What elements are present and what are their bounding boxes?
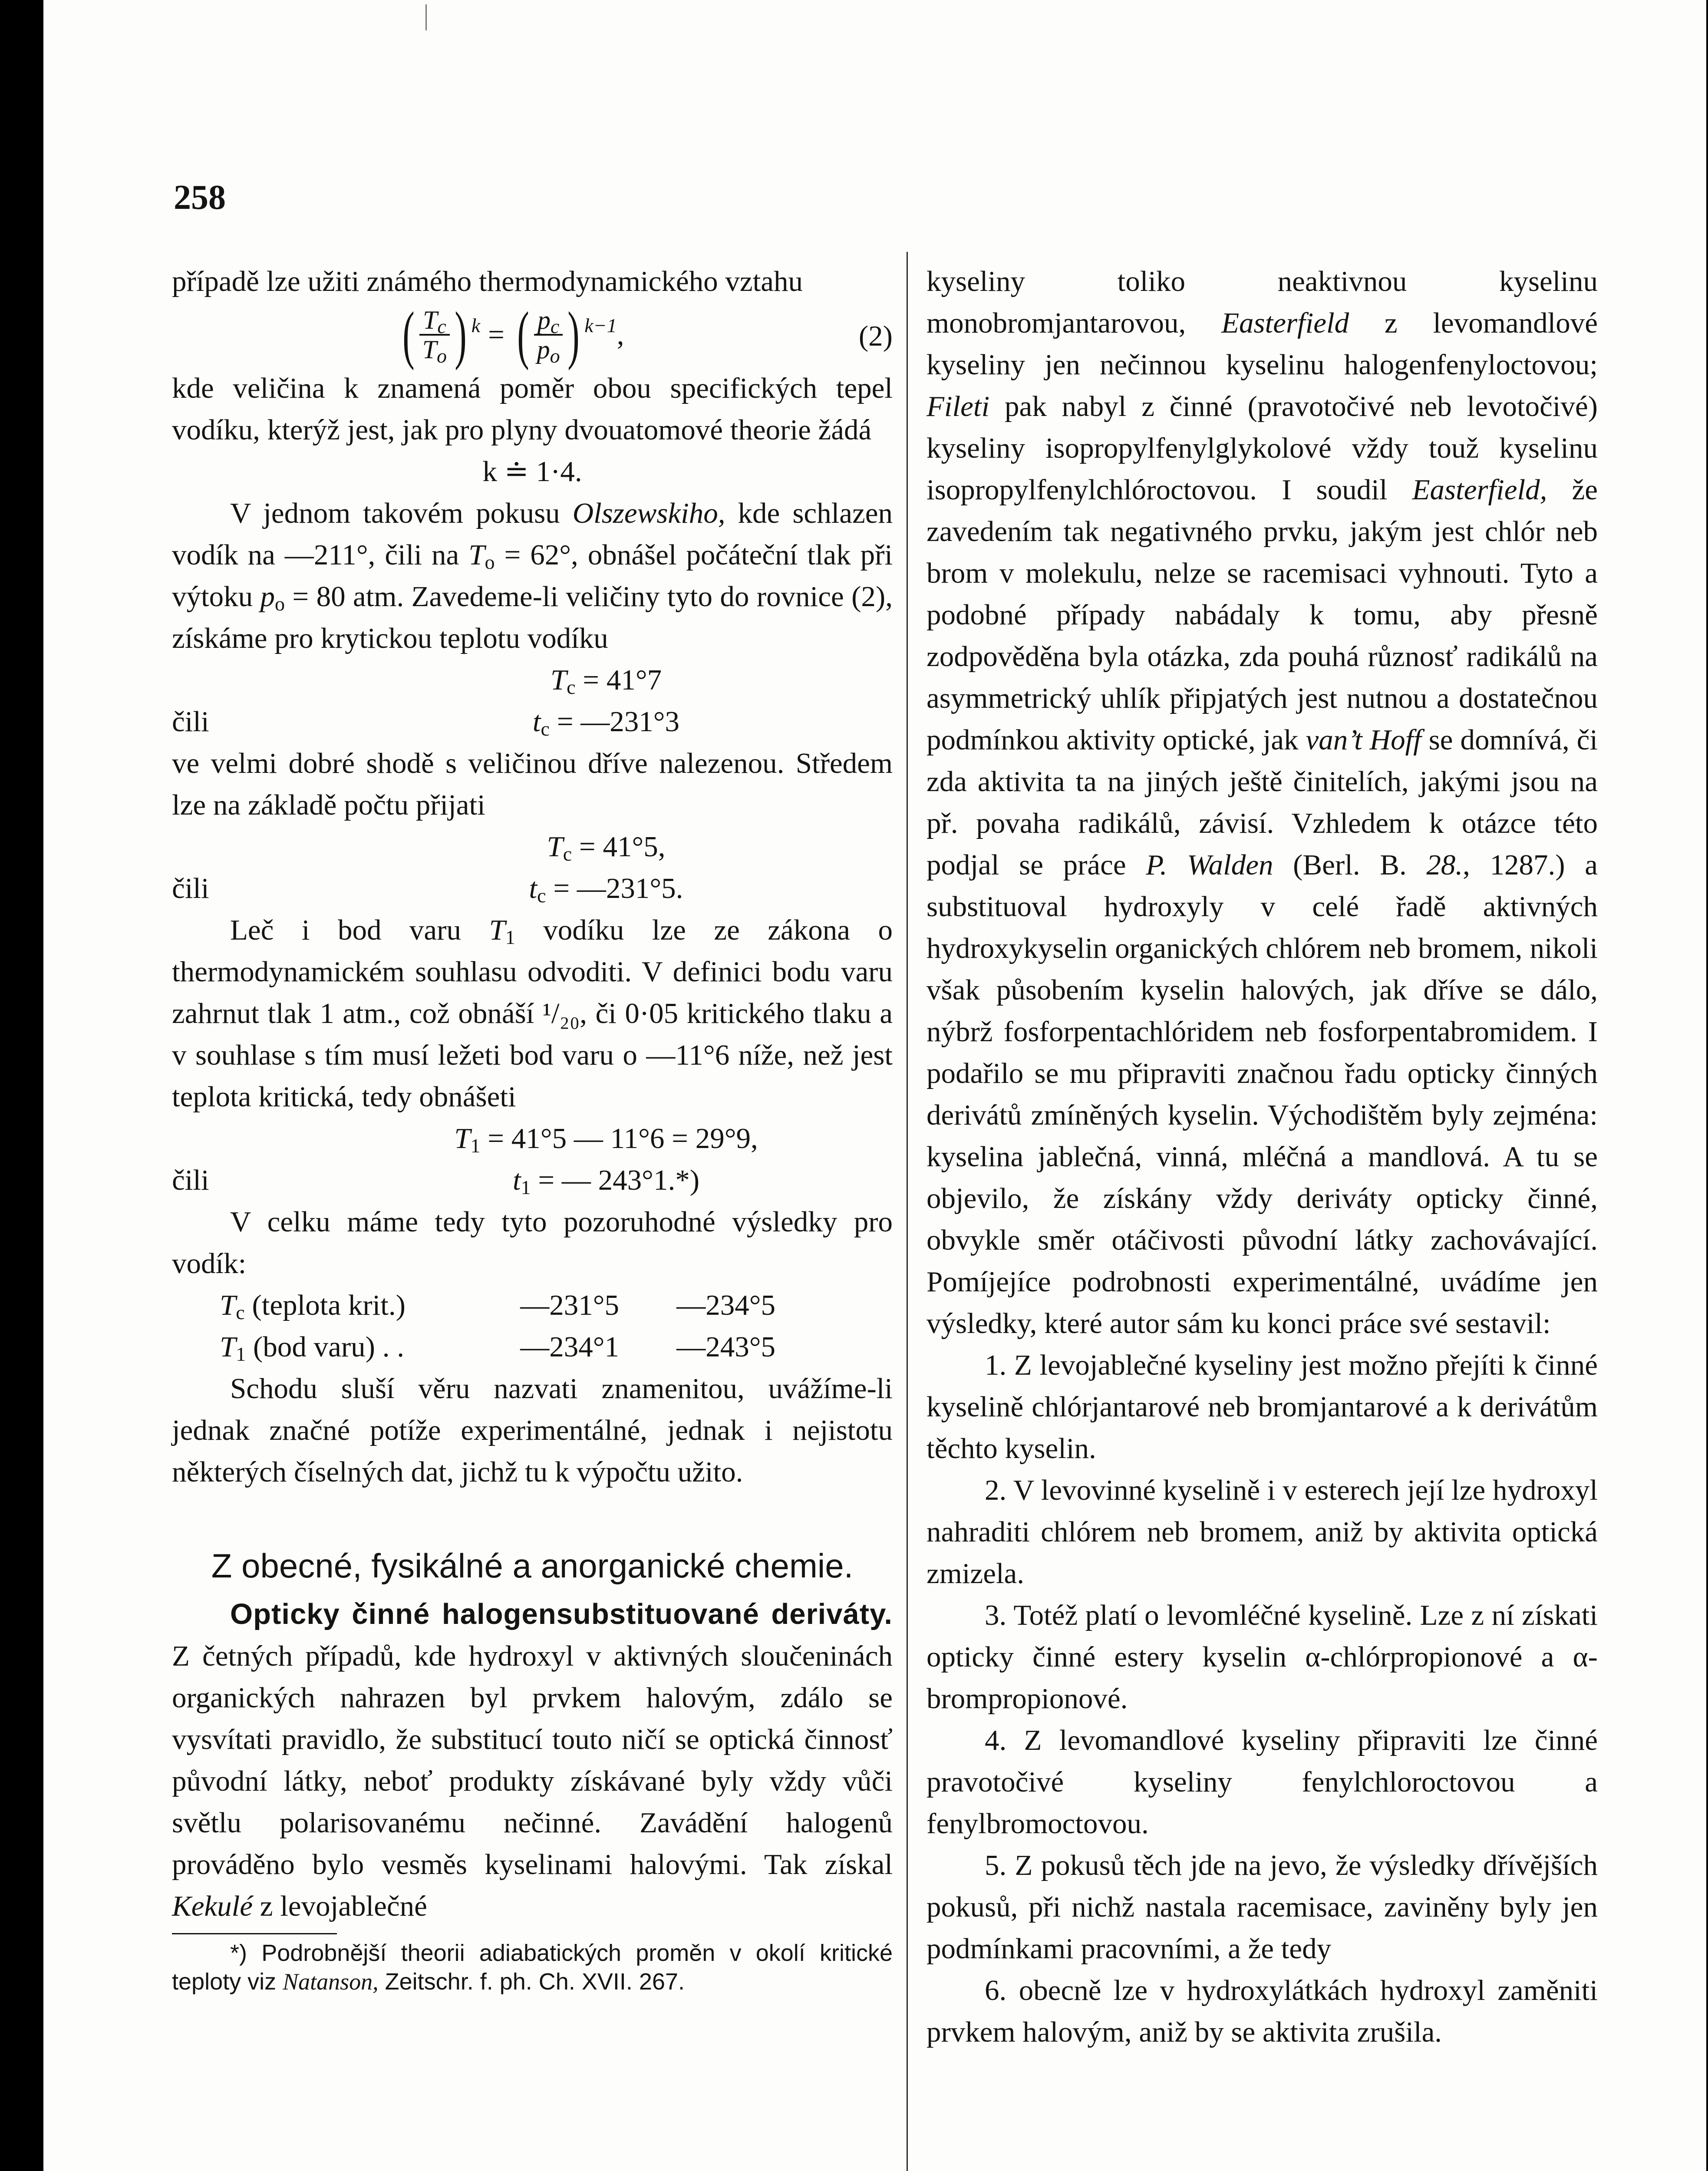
- author-name: Kekulé: [172, 1890, 253, 1922]
- column-divider: [907, 252, 908, 2171]
- paragraph: Leč i bod varu $T_1$ vodíku lze ze zákona o thermodynamickém souhlasu odvoditi. V definici bodu varu zahrnut tlak 1 atm., což obnáší ¹/₂₀, či 0·05 kritického tlaku a v souhlase s tím musí ležeti bod varu o —11°6 níže, než jest teplota kritická, tedy obnášeti: [172, 914, 893, 1113]
- paragraph: V celku máme tedy tyto pozoruhodné výsledky pro vodík:: [172, 1206, 893, 1280]
- left-column: [172, 261, 893, 1996]
- article-heading: Opticky činné halogensubstituované deriváty.: [230, 1598, 893, 1630]
- footnote: *) Podrobnější theorii adiabatických proměn v okolí kritické teploty viz Natanson, Zeitschr. f. ph. Ch. XVII. 267.: [172, 1940, 893, 1995]
- author-name: van’t Hoff: [1306, 724, 1421, 756]
- formula-k: k ≐ 1·4.: [482, 455, 582, 488]
- equation-2: ( $\frac{T_c}{T_o}$ ) k = ( $\frac{p_c}{p_o}$ ) k−1 , (2): [402, 299, 893, 371]
- formula-line: čili $t_c$ = —231°5.: [172, 872, 683, 907]
- list-item: 5. Z pokusů těch jde na jevo, že výsledky dřívějších pokusů, při nichž nastala racemisace, zaviněny byly jen podmínkami pracovními, a že tedy: [927, 1849, 1598, 1965]
- paragraph: Schodu sluší věru nazvati znamenitou, uvážíme-li jednak značné potíže experimentálné, jednak i nejistotu některých číselných dat, jichž tu k výpočtu užito.: [172, 1373, 893, 1488]
- fraction-temperature: $\frac{T_c}{T_o}$: [419, 306, 450, 363]
- right-column: [927, 261, 1598, 2053]
- paragraph: Opticky činné halogensubstituované deriváty. Z četných případů, kde hydroxyl v aktivných sloučeninách organických nahrazen byl prvkem halovým, zdálo se vysvítati pravidlo, že substitucí touto ničí se optická činnosť původní látky, neboť produkty získávané byly vždy vůči světlu polarisovanému nečinné. Zavádění halogenů prováděno bylo vesměs kyselinami halovými. Tak získal Kekulé z levojablečné: [172, 1598, 893, 1922]
- paragraph: kde veličina k znamená poměr obou specifických tepel vodíku, kterýž jest, jak pro plyny dvouatomové theorie žádá: [172, 372, 893, 446]
- paragraph: V jednom takovém pokusu Olszewskiho, kde schlazen vodík na —211°, čili na $T_o = 62^\circ$, obnášel počáteční tlak při výtoku $p_o = 80$ atm. Zavedeme-li veličiny tyto do rovnice (2), získáme pro krytickou teplotu vodíku: [172, 497, 893, 654]
- list-item: 4. Z levomandlové kyseliny připraviti lze činné pravotočivé kyseliny fenylchloroctovou a fenylbromoctovou.: [927, 1724, 1598, 1840]
- results-row: $T_1$ (bod varu) . . —234°1 —243°5: [220, 1331, 775, 1365]
- formula-line: $T_c = 41^\circ 5$,: [547, 831, 666, 865]
- formula-line: $T_1 = 41^\circ 5$ — 11°6 = 29°9,: [454, 1122, 758, 1157]
- paragraph: případě lze užiti známého thermodynamického vztahu: [172, 265, 803, 297]
- paragraph: ve velmi dobré shodě s veličinou dříve nalezenou. Středem lze na základě počtu přijati: [172, 747, 893, 821]
- formula-line: $T_c = 41^\circ 7$: [550, 664, 662, 698]
- list-item: 2. V levovinné kyselině i v esterech její lze hydroxyl nahraditi chlórem neb bromem, aniž by aktivita optická zmizela.: [927, 1474, 1598, 1590]
- equation-number: (2): [858, 320, 893, 352]
- author-name: Fileti: [927, 390, 990, 422]
- author-name: Olszewskiho,: [572, 497, 725, 529]
- author-name: Easterfield: [1221, 307, 1349, 339]
- results-row: $T_c$ (teplota krit.) —231°5 —234°5: [220, 1289, 775, 1323]
- section-title: Z obecné, fysikálné a anorganické chemie.: [211, 1547, 854, 1585]
- page-number: 258: [174, 178, 226, 217]
- list-item: 3. Totéž platí o levomléčné kyselině. Lze z ní získati opticky činné estery kyselin α-chlórpropionové a α-brompropionové.: [927, 1599, 1598, 1715]
- page: [43, 0, 1706, 2171]
- formula-line: čili $t_1$ = — 243°1.*): [172, 1164, 699, 1198]
- fraction-pressure: $\frac{p_c}{p_o}$: [534, 306, 563, 363]
- results-list: [927, 1344, 1598, 2053]
- footnote-rule: [172, 1933, 337, 1934]
- list-item: 6. obecně lze v hydroxylátkách hydroxyl zaměniti prvkem halovým, aniž by se aktivita zrušila.: [927, 1974, 1598, 2048]
- formula-line: čili $t_c$ = —231°3: [172, 706, 680, 740]
- margin-mark: [425, 4, 427, 30]
- author-name: P. Walden: [1146, 849, 1273, 881]
- paragraph: kyseliny toliko neaktivnou kyselinu monobromjantarovou, Easterfield z levomandlové kyseliny jen nečinnou kyselinu halogenfenyloctovou; Fileti pak nabyl z činné (pravotočivé neb levotočivé) kyseliny isopropylfenylglykolové vždy touž kyselinu isopropylfenylchlóroctovou. I soudil Easterfield, že zavedením tak negativného prvku, jakým jest chlór neb brom v molekulu, nelze se racemisaci vyhnouti. Tyto a podobné případy nabádaly k tomu, aby přesně zodpověděna byla otázka, zda pouhá různosť radikálů na asymmetrický uhlík připjatých jest nutnou a dostatečnou podmínkou aktivity optické, jak van’t Hoff se domnívá, či zda aktivita ta na jiných ještě činitelích, jakými jsou na př. povaha radikálů, závisí. Vzhledem k otázce této podjal se práce P. Walden (Berl. B. 28., 1287.) a substituoval hydroxyly v celé řadě aktivných hydroxykyselin organických chlórem neb bromem, nikoli však působením kyselin halových, jak dříve se dálo, nýbrž fosforpentachlóridem neb fosforpentabromidem. I podařilo se mu připraviti značnou řadu opticky činných derivátů zmíněných kyselin. Východištěm byly zejména: kyselina jablečná, vinná, mléčná a mandlová. A tu se objevilo, že získány vždy deriváty opticky činné, obvykle směr otáčivosti původní látky zachovávající. Pomíjejíce podrobnosti experimentálné, uvádíme jen výsledky, které autor sám ku konci práce své sestavil:: [927, 265, 1598, 1340]
- list-item: 1. Z levojablečné kyseliny jest možno přejíti k činné kyselině chlórjantarové neb bromjantarové a k derivátům těchto kyselin.: [927, 1349, 1598, 1465]
- author-name: Easterfield,: [1412, 474, 1547, 506]
- author-name: Natanson,: [283, 1969, 379, 1995]
